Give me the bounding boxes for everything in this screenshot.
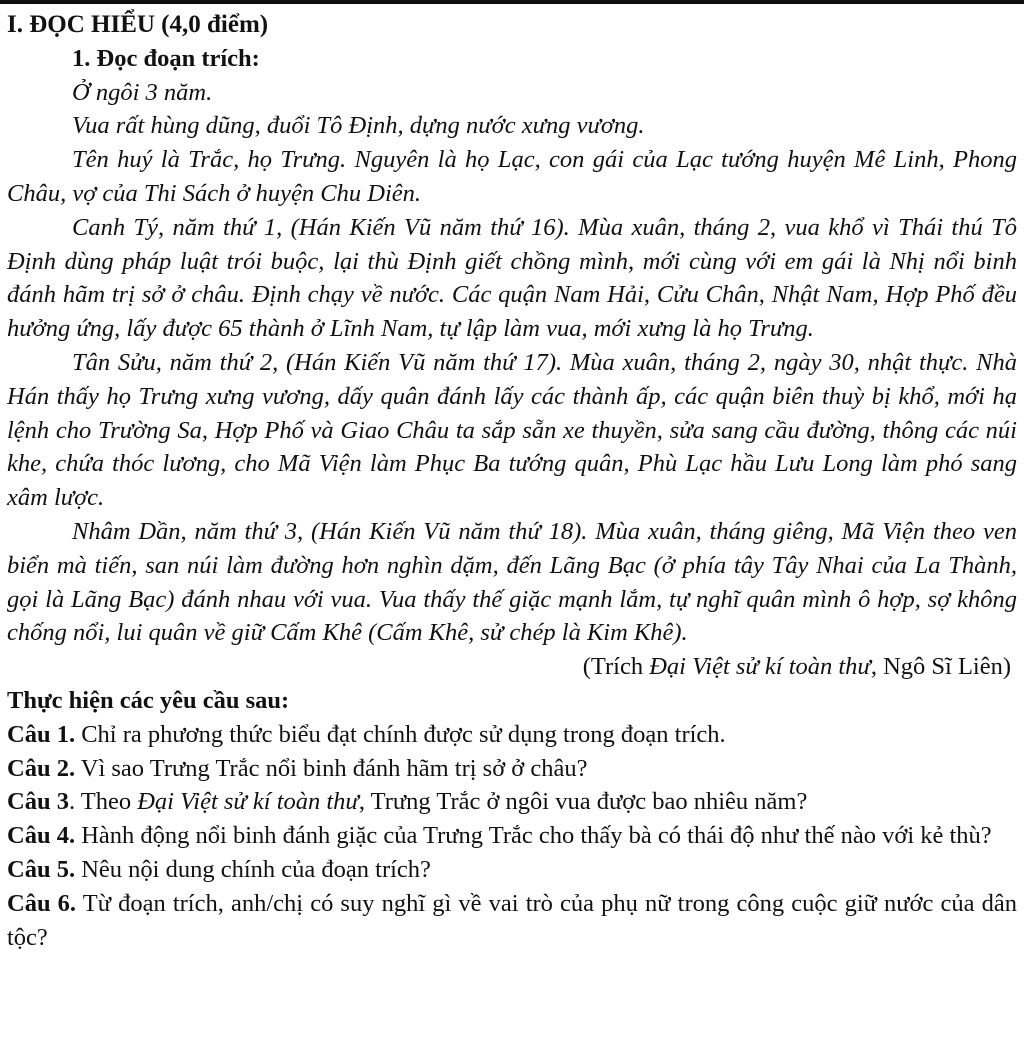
question-pre: . Theo	[68, 788, 138, 816]
excerpt	[7, 76, 1017, 651]
question-label: Câu 3	[7, 788, 69, 816]
question-item	[7, 853, 1017, 887]
question-item	[7, 785, 1017, 819]
question-label: Câu 2.	[7, 754, 76, 782]
question-item	[7, 718, 1017, 752]
question-item	[7, 887, 1017, 955]
question-label: Câu 4.	[7, 822, 76, 850]
excerpt-paragraph: Nhâm Dần, năm thứ 3, (Hán Kiến Vũ năm thứ 18). Mùa xuân, tháng giêng, Mã Viện theo ven biển mà tiến, san núi làm đường hơn nghìn dặm, đến Lãng Bạc (ở phía tây Tây Nhai của La Thành, gọi là Lãng Bạc) đánh nhau với vua. Vua thấy thế giặc mạnh lắm, tự nghĩ quân mình ô hợp, sợ không chống nổi, lui quân về giữ Cấm Khê (Cấm Khê, sử chép là Kim Khê).	[7, 517, 1017, 647]
question-text: Nêu nội dung chính của đoạn trích?	[75, 855, 431, 883]
excerpt-paragraph: Ở ngôi 3 năm.	[72, 78, 213, 106]
question-label: Câu 1.	[7, 720, 76, 748]
source-prefix: (Trích	[582, 653, 650, 681]
question-item	[7, 752, 1017, 786]
question-label: Câu 6.	[7, 889, 77, 917]
question-text: Từ đoạn trích, anh/chị có suy nghĩ gì về vai trò của phụ nữ trong công cuộc giữ nước của dân tộc?	[7, 889, 1017, 951]
top-border	[0, 0, 1024, 4]
question-text: Chỉ ra phương thức biểu đạt chính được sử dụng trong đoạn trích.	[75, 720, 726, 748]
question-list	[7, 718, 1017, 955]
question-text: Vì sao Trưng Trắc nổi binh đánh hãm trị sở ở châu?	[75, 754, 588, 782]
section-heading: I. ĐỌC HIỂU (4,0 điểm)	[7, 11, 269, 38]
tasks-heading: Thực hiện các yêu cầu sau:	[7, 686, 290, 714]
document-page	[7, 8, 1017, 954]
excerpt-source	[7, 650, 1017, 684]
excerpt-paragraph: Tân Sửu, năm thứ 2, (Hán Kiến Vũ năm thứ 17). Mùa xuân, tháng 2, ngày 30, nhật thực. Nhà Hán thấy họ Trưng xưng vương, dấy quân đánh lấy các thành ấp, các quận biên thuỳ bị khổ, mới hạ lệnh cho Trường Sa, Hợp Phố và Giao Châu ta sắp sẵn xe thuyền, sửa sang cầu đường, thông các núi khe, chứa thóc lương, cho Mã Viện làm Phục Ba tướng quân, Phù Lạc hầu Lưu Long làm phó sang xâm lược.	[7, 348, 1017, 512]
source-title: Đại Việt sử kí toàn thư	[649, 653, 871, 681]
question-text: Hành động nổi binh đánh giặc của Trưng Trắc cho thấy bà có thái độ như thế nào với kẻ thù?	[75, 822, 992, 850]
question-title: Đại Việt sử kí toàn thư	[137, 788, 359, 816]
excerpt-paragraph: Tên huý là Trắc, họ Trưng. Nguyên là họ Lạc, con gái của Lạc tướng huyện Mê Linh, Phong Châu, vợ của Thi Sách ở huyện Chu Diên.	[7, 146, 1017, 207]
excerpt-paragraph: Canh Tý, năm thứ 1, (Hán Kiến Vũ năm thứ 16). Mùa xuân, tháng 2, vua khổ vì Thái thú Tô Định dùng pháp luật trói buộc, lại thù Định giết chồng mình, mới cùng với em gái là Nhị nổi binh đánh hãm trị sở ở châu. Định chạy về nước. Các quận Nam Hải, Cửu Chân, Nhật Nam, Hợp Phố đều hưởng ứng, lấy được 65 thành ở Lĩnh Nam, tự lập làm vua, mới xưng là họ Trưng.	[7, 213, 1017, 343]
excerpt-paragraph: Vua rất hùng dũng, đuổi Tô Định, dựng nước xưng vương.	[72, 112, 645, 140]
question-item	[7, 819, 1017, 853]
question-label: Câu 5.	[7, 855, 76, 883]
read-excerpt-label: 1. Đọc đoạn trích:	[72, 44, 260, 72]
source-suffix: , Ngô Sĩ Liên)	[870, 653, 1011, 681]
question-text: , Trưng Trắc ở ngôi vua được bao nhiêu năm?	[358, 788, 808, 816]
